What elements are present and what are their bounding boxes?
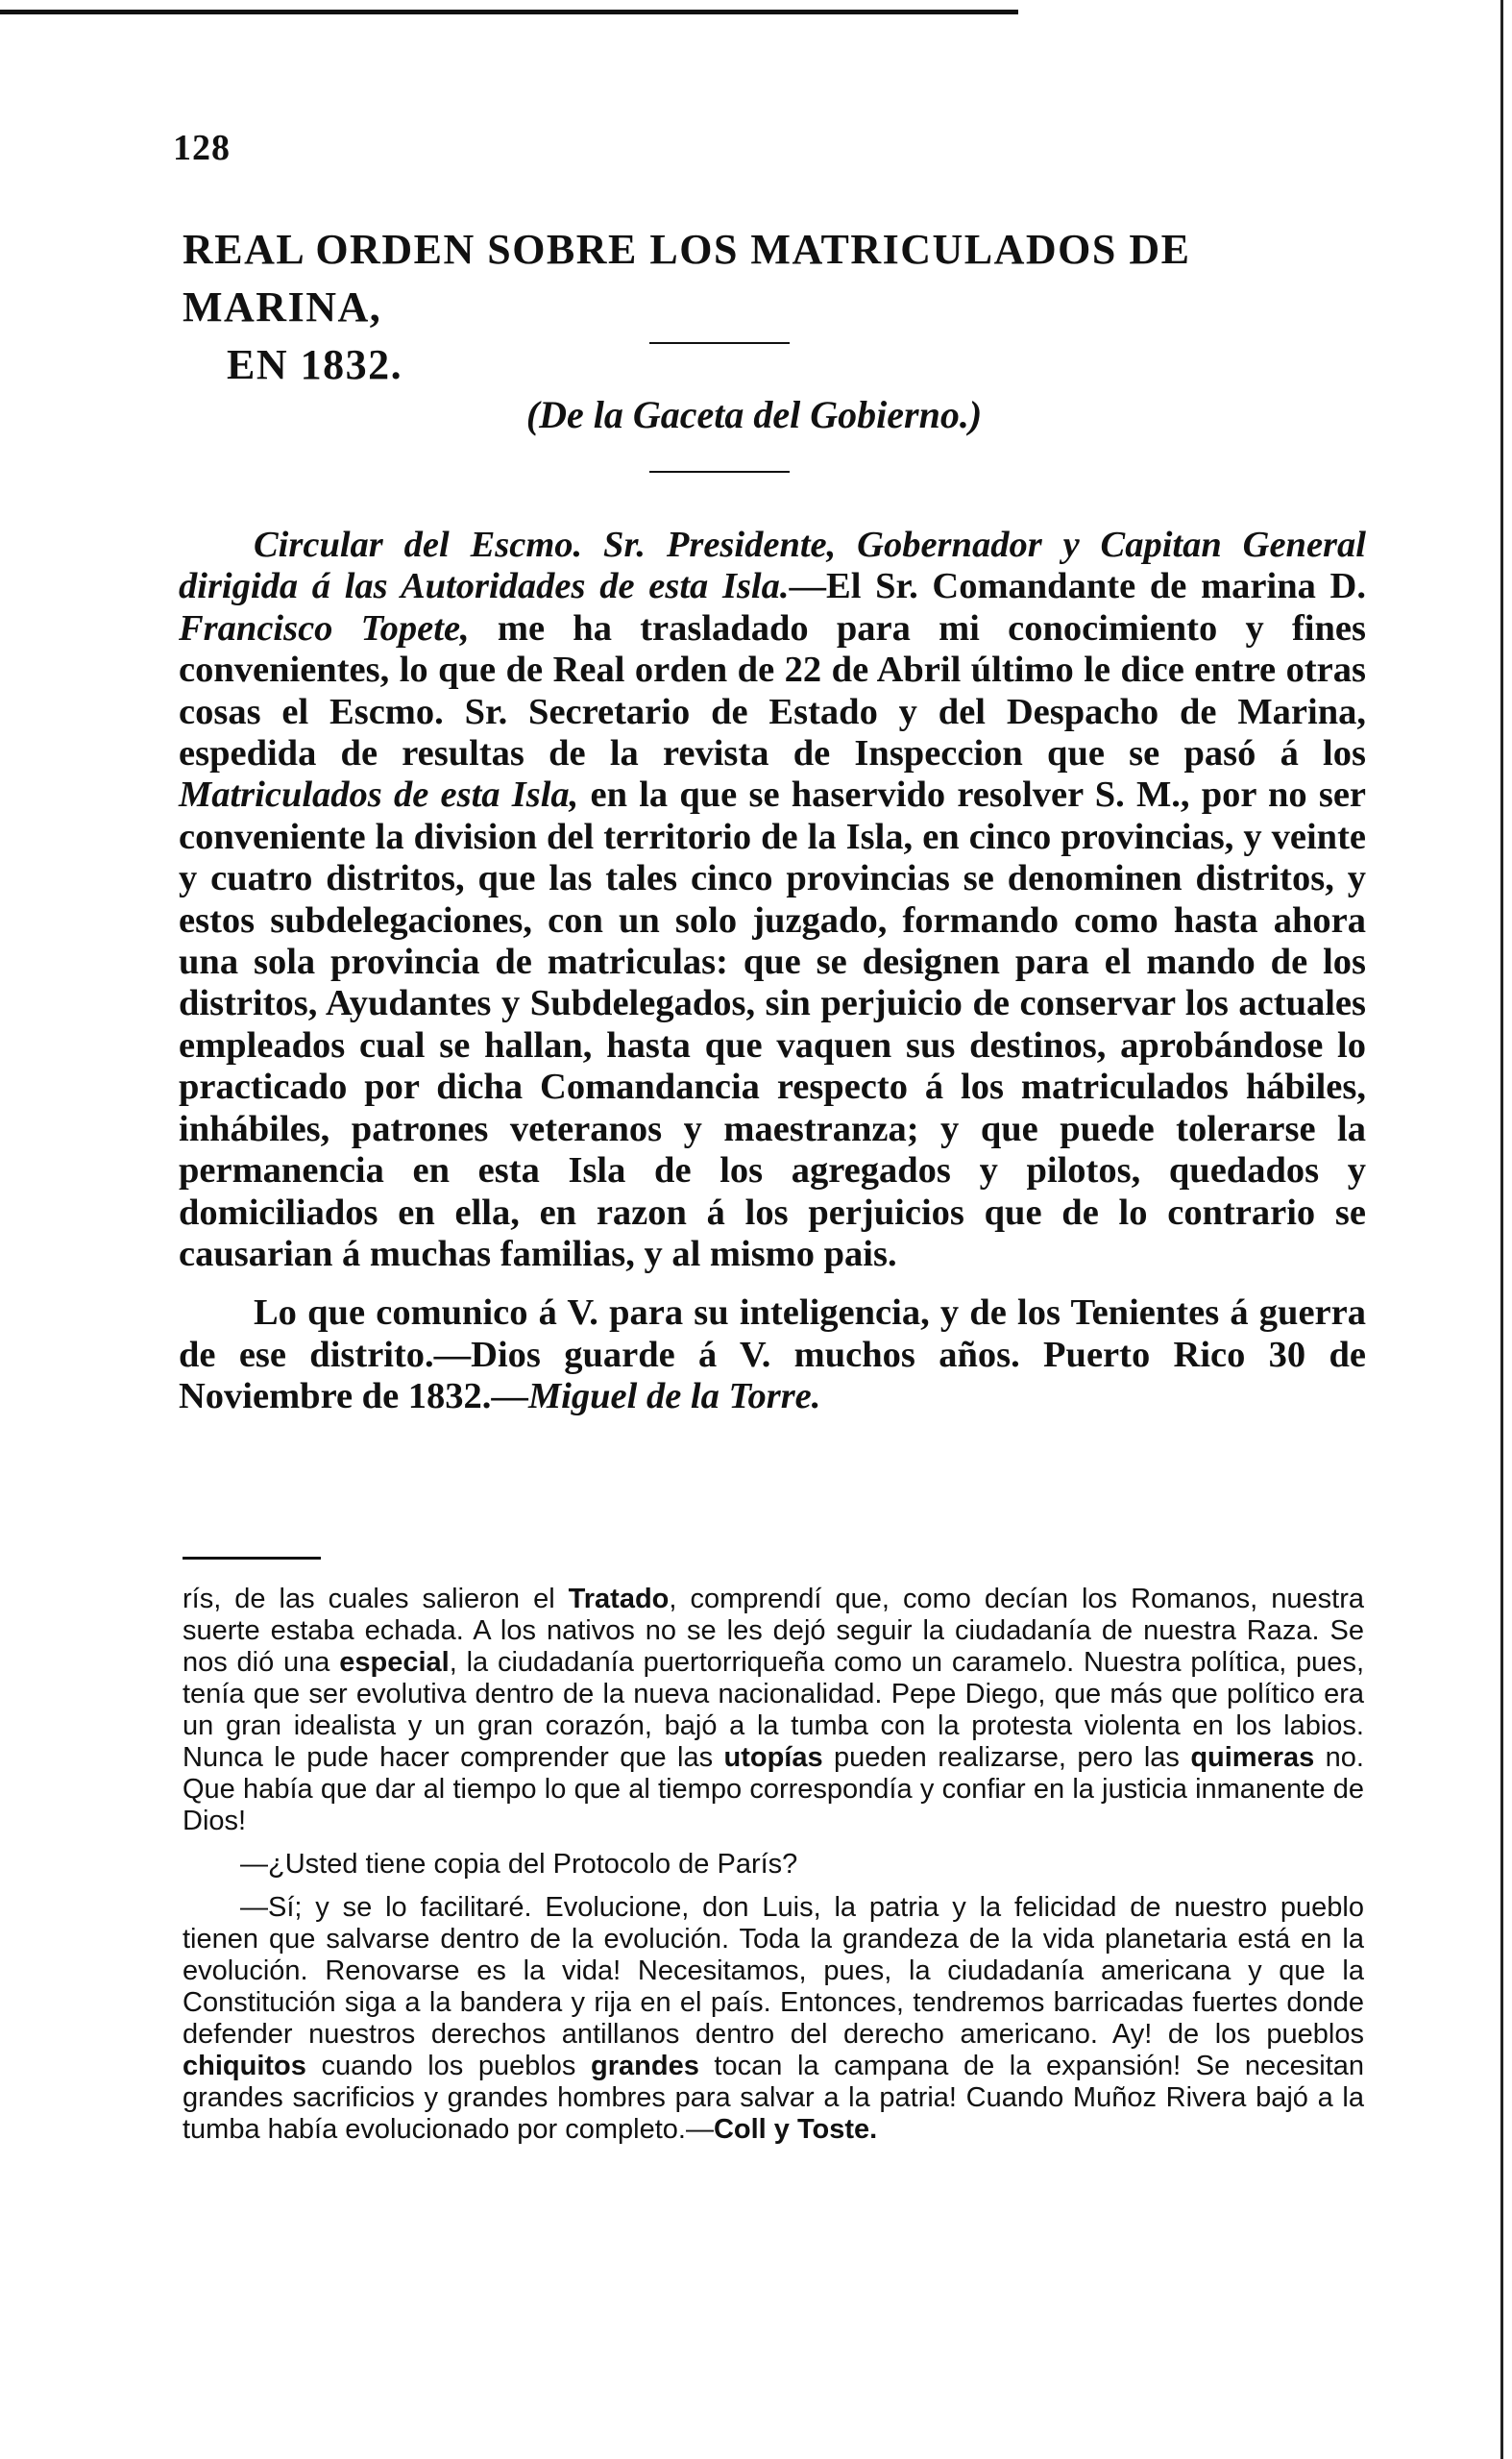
page-edge (1500, 0, 1503, 2459)
signature: Miguel de la Torre. (527, 1376, 821, 1417)
footnote-text: tocan la campana de la expansión! Se necesitan grandes sacrificios y grandes hombres para salvar a la patria! Cuando Muñoz Rivera bajó a la tumba había evolucionado por completo.— (183, 2051, 1365, 2145)
body-text: Lo que comunico á V. para su inteligencia, y de los Tenientes á guerra de ese distrito.—Dios guarde á V. muchos años. Puerto Rico 30 de Noviembre de 1832.— (179, 1292, 1366, 1417)
source-line: (De la Gaceta del Gobierno.) (525, 393, 983, 436)
separator-rule (649, 471, 790, 473)
footnote-emphasis: especial (339, 1647, 450, 1678)
footnote-paragraph (183, 1892, 1364, 2146)
body-paragraph (179, 525, 1366, 1275)
footnote-rule (183, 1557, 321, 1560)
main-text (179, 525, 1366, 1418)
footnote (183, 1584, 1364, 2146)
page-title (183, 221, 1383, 394)
closing-paragraph (179, 1292, 1366, 1417)
footnote-question: —¿Usted tiene copia del Protocolo de París? (240, 1849, 798, 1880)
commander-name: Francisco Topete, (179, 607, 470, 649)
footnote-signature: Coll y Toste. (713, 2114, 878, 2145)
footnote-text: no. Que había que dar al tiempo lo que al tiempo correspondía y confiar en la justicia inmanente de Dios! (183, 1742, 1364, 1836)
footnote-emphasis: Tratado (568, 1584, 670, 1614)
title-line-2: EN 1832. (227, 341, 403, 388)
body-text: me ha trasladado para mi conocimiento y fines convenientes, lo que de Real orden de 22 de Abril último le dice entre otras cosas el Escmo. Sr. Secretario de Estado y del Despacho de Marina, espedida de resultas de la revista de Inspeccion que se pasó á los (179, 607, 1366, 775)
footnote-emphasis: utopías (723, 1742, 823, 1773)
footnote-emphasis: quimeras (1190, 1742, 1315, 1773)
body-text: en la que se haservido resolver S. M., por no ser conveniente la division del territorio de la Isla, en cinco provincias, y veinte y cuatro distritos, que las tales cinco provincias se denominen distritos, y estos subdelegaciones, con un solo juzgado, formando como hasta ahora una sola provincia de matriculas: que se designen para el mando de los distritos, Ayudantes y Subdelegados, sin perjuicio de conservar los actuales empleados cual se hallan, hasta que vaquen sus destinos, aprobándose lo practicado por dicha Comandancia respecto á los matriculados hábiles, inhábiles, patrones veteranos y maestranza; y que puede tolerarse la permanencia en esta Isla de los agregados y pilotos, quedados y domiciliados en ella, en razon á los perjuicios que de lo contrario se causarian á muchas familias, y al mismo pais. (179, 775, 1367, 1274)
footnote-text: , comprendí que, como decían los Romanos, nuestra suerte estaba echada. A los nativos no se les dejó seguir la ciudadanía de nuestra Raza. Se nos dió una (183, 1584, 1364, 1678)
matriculados-term: Matriculados de esta Isla, (179, 775, 579, 816)
footnote-emphasis: grandes (591, 2051, 699, 2081)
footnote-text: cuando los pueblos (305, 2051, 592, 2081)
title-line-1: REAL ORDEN SOBRE LOS MATRICULADOS DE MARINA, (183, 226, 1191, 331)
footnote-text: —Sí; y se lo facilitaré. Evolucione, don Luis, la patria y la felicidad de nuestro pueblo tienen que salvarse dentro de la evolución. Toda la grandeza de la vida planetaria está en la evolución. Renovarse es la vida! Necesitamos, pues, la ciudadanía americana y que la Constitución siga a la bandera y rija en el país. Entonces, tendremos barricadas fuertes donde defender nuestros derechos antillanos dentro del derecho americano. Ay! de los pueblos (183, 1892, 1364, 2050)
top-rule (0, 10, 1018, 14)
footnote-paragraph (183, 1584, 1364, 1837)
footnote-emphasis: chiquitos (183, 2051, 306, 2081)
footnote-text: rís, de las cuales salieron el (183, 1584, 569, 1614)
footnote-text: , la ciudadanía puertorriqueña como un caramelo. Nuestra política, pues, tenía que ser evolutiva dentro de la nueva nacionalidad. Pepe Diego, que más que político era un gran idealista y un gran corazón, bajó a la tumba con la protesta violenta en los labios. Nunca le pude hacer comprender que las (183, 1647, 1364, 1773)
circular-heading: Circular del Escmo. Sr. Presidente, Gobernador y Capitan General dirigida á las Autoridades de esta Isla. (179, 525, 1366, 607)
body-text: —El Sr. Comandante de marina D. (789, 566, 1366, 607)
separator-rule (649, 342, 790, 344)
footnote-text: pueden realizarse, pero las (822, 1742, 1191, 1773)
page-number: 128 (173, 128, 231, 168)
